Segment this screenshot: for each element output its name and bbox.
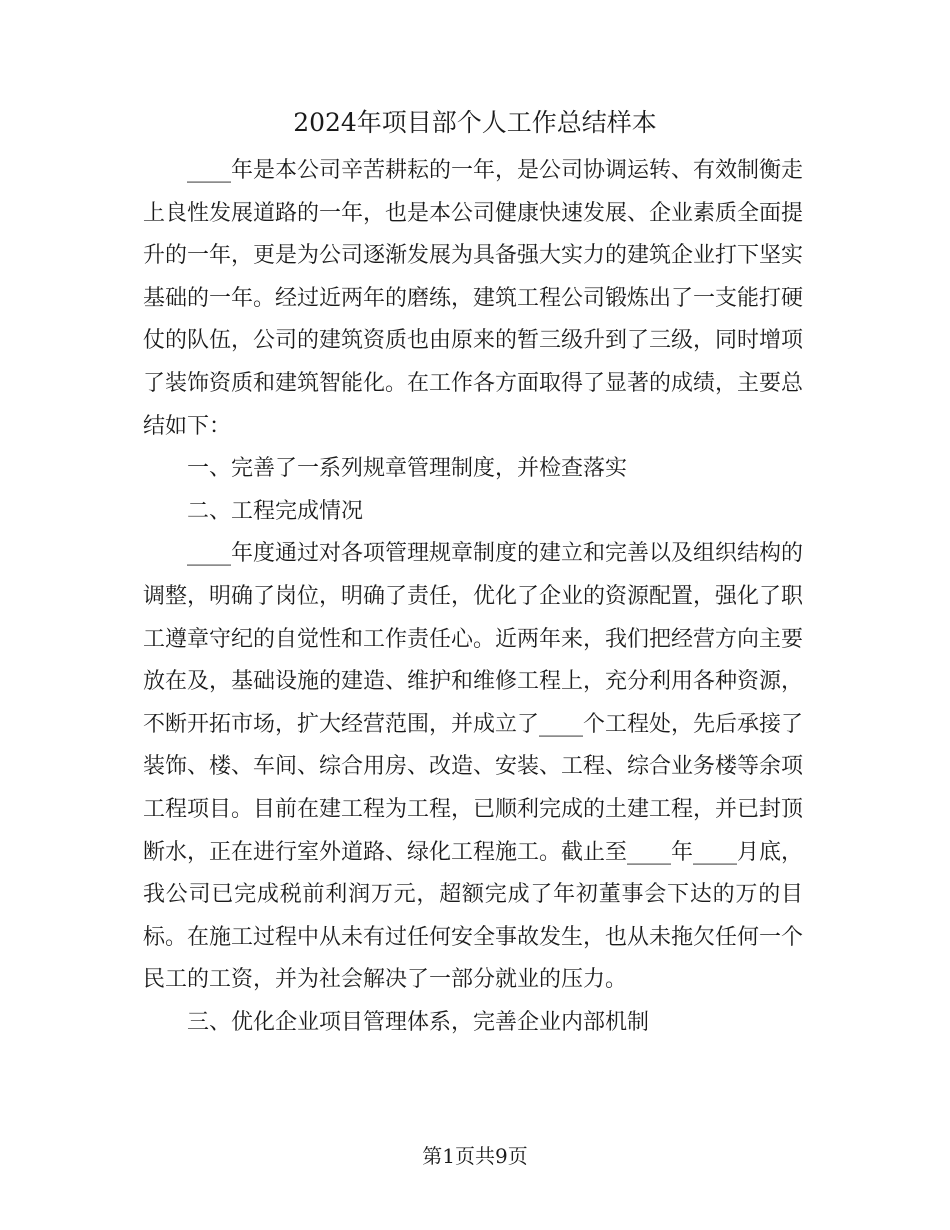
document-title: 2024年项目部个人工作总结样本 [293, 108, 657, 137]
paragraph-intro: ____年是本公司辛苦耕耘的一年，是公司协调运转、有效制衡走上良性发展道路的一年，也是本公司健康快速发展、企业素质全面提升的一年，更是为公司逐渐发展为具备强大实力的建筑企业打下坚实基础的一年。经过近两年的磨练，建筑工程公司锻炼出了一支能打硬仗的队伍，公司的建筑资质也由原来的暂三级升到了三级，同时增项了装饰资质和建筑智能化。在工作各方面取得了显著的成绩，主要总结如下： [143, 158, 804, 439]
page-number-footer: 第1页共9页 [422, 1144, 528, 1168]
section-heading-1: 一、完善了一系列规章管理制度，并检查落实 [187, 456, 628, 482]
section-heading-3: 三、优化企业项目管理体系，完善企业内部机制 [187, 1009, 650, 1035]
section-heading-2: 二、工程完成情况 [187, 498, 364, 524]
paragraph-project-status: ____年度通过对各项管理规章制度的建立和完善以及组织结构的调整，明确了岗位，明确了责任，优化了企业的资源配置，强化了职工遵章守纪的自觉性和工作责任心。近两年来，我们把经营方向主要放在及，基础设施的建造、维护和维修工程上，充分利用各种资源，不断开拓市场，扩大经营范围，并成立了____个工程处，先后承接了装饰、楼、车间、综合用房、改造、安装、工程、综合业务楼等余项工程项目。目前在建工程为工程，已顺利完成的土建工程，并已封顶断水，正在进行室外道路、绿化工程施工。截止至____年____月底，我公司已完成税前利润万元，超额完成了年初董事会下达的万的目标。在施工过程中从未有过任何安全事故发生，也从未拖欠任何一个民工的工资，并为社会解决了一部分就业的压力。 [143, 541, 804, 993]
document-body [143, 150, 803, 1044]
